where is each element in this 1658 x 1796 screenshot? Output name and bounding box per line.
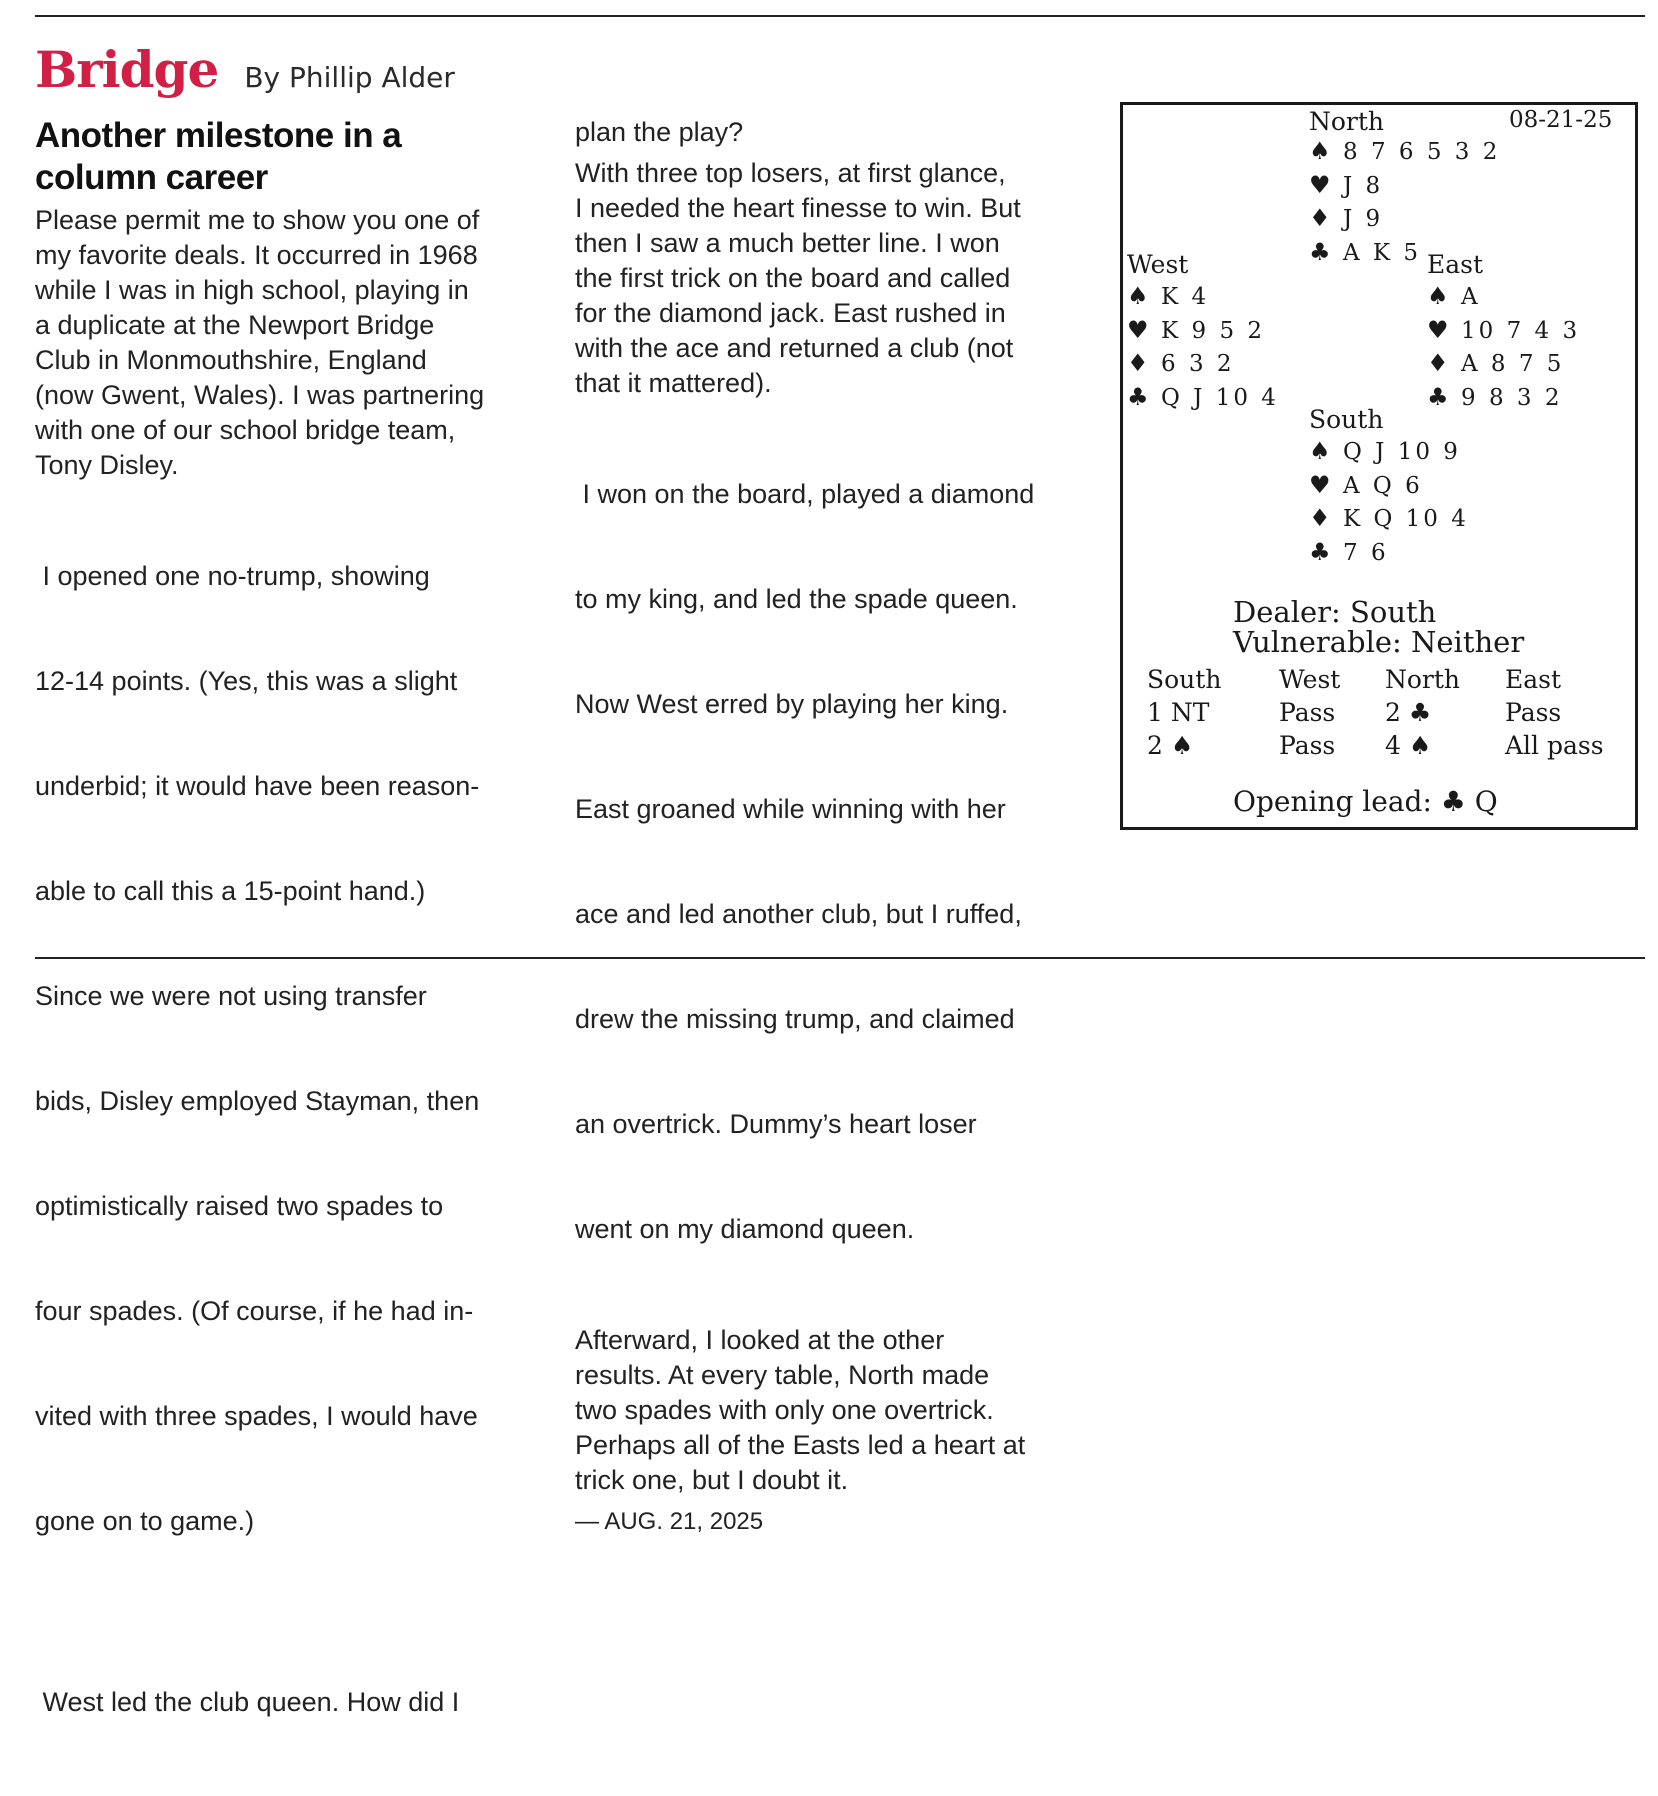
east-hand	[1427, 280, 1580, 414]
bid-cell: Pass	[1505, 698, 1562, 727]
text-line: Since we were not using transfer	[35, 981, 427, 1011]
headline	[35, 115, 555, 199]
west-hand	[1127, 280, 1279, 414]
bottom-rule	[35, 957, 1645, 959]
east-spades: A	[1461, 284, 1481, 310]
north-label: North	[1309, 107, 1385, 136]
paragraph-4	[575, 156, 1095, 401]
dealer-info: Dealer: South	[1233, 595, 1437, 629]
text-line: East groaned while winning with her	[575, 794, 1006, 824]
bid-header-west: West	[1279, 665, 1341, 694]
text-line: then I saw a much better line. I won	[575, 228, 1000, 258]
text-line: West led the club queen. How did I	[35, 1687, 460, 1717]
bid-cell: Pass	[1279, 698, 1336, 727]
text-line: for the diamond jack. East rushed in	[575, 298, 1006, 328]
article-column-1	[35, 115, 555, 1796]
west-hearts: K 9 5 2	[1161, 317, 1266, 344]
text-line: able to call this a 15-point hand.)	[35, 876, 426, 906]
text-line: vited with three spades, I would have	[35, 1401, 478, 1431]
text-line: Tony Disley.	[35, 450, 179, 480]
opening-lead: Opening lead: ♣ Q	[1233, 785, 1498, 818]
bid-header-south: South	[1147, 665, 1222, 694]
club-icon: ♣	[1309, 537, 1331, 566]
text-line: Perhaps all of the Easts led a heart at	[575, 1430, 1026, 1460]
heart-icon: ♥	[1309, 470, 1331, 499]
text-line: that it mattered).	[575, 368, 772, 398]
headline-line: Another milestone in a	[35, 116, 402, 155]
diamond-icon: ♦	[1427, 349, 1449, 377]
text-line: 12-14 points. (Yes, this was a slight	[35, 666, 458, 696]
text-line: bids, Disley employed Stayman, then	[35, 1086, 480, 1116]
heart-icon: ♥	[1309, 170, 1331, 199]
article-column-2	[575, 115, 1095, 1539]
text-line: while I was in high school, playing in	[35, 275, 469, 305]
text-line: I won on the board, played a diamond	[575, 479, 1035, 509]
text-line: with one of our school bridge team,	[35, 415, 456, 445]
column-brand: Bridge	[35, 40, 219, 99]
bid-cell: Pass	[1279, 731, 1336, 760]
bid-cell: All pass	[1505, 731, 1604, 760]
south-hearts: A Q 6	[1343, 472, 1423, 499]
date-code: 08-21-25	[1509, 107, 1613, 133]
text-line: With three top losers, at first glance,	[575, 158, 1006, 188]
north-diamonds: J 9	[1343, 206, 1384, 232]
west-diamonds: 6 3 2	[1161, 351, 1235, 377]
byline: By Phillip Alder	[244, 61, 455, 94]
text-line: trick one, but I doubt it.	[575, 1465, 849, 1495]
paragraph-3-continued	[575, 115, 1095, 150]
text-line: ace and led another club, but I ruffed,	[575, 899, 1022, 929]
spade-icon: ♠	[1309, 137, 1331, 165]
top-rule	[35, 15, 1645, 17]
dateline: — AUG. 21, 2025	[575, 1508, 764, 1535]
text-line: optimistically raised two spades to	[35, 1191, 444, 1221]
bid-header-east: East	[1505, 665, 1562, 694]
text-line: four spades. (Of course, if he had in-	[35, 1296, 474, 1326]
club-icon: ♣	[1127, 382, 1149, 411]
text-line: an overtrick. Dummy’s heart loser	[575, 1109, 977, 1139]
text-line: I opened one no-trump, showing	[35, 561, 430, 591]
spade-icon: ♠	[1127, 282, 1149, 310]
north-hand	[1309, 135, 1500, 269]
heart-icon: ♥	[1427, 315, 1449, 344]
text-line: Afterward, I looked at the other	[575, 1325, 945, 1355]
vulnerability-info: Vulnerable: Neither	[1233, 625, 1525, 659]
paragraph-5	[575, 407, 1095, 1317]
paragraph-3	[35, 1615, 555, 1790]
north-hearts: J 8	[1343, 172, 1384, 199]
east-label: East	[1427, 250, 1484, 279]
bid-cell: 2 ♠	[1147, 731, 1194, 760]
east-diamonds: A 8 7 5	[1461, 351, 1565, 377]
west-spades: K 4	[1161, 284, 1210, 310]
bid-cell: 2 ♣	[1385, 698, 1432, 727]
south-clubs: 7 6	[1343, 539, 1389, 566]
text-line: to my king, and led the spade queen.	[575, 584, 1018, 614]
bid-header-north: North	[1385, 665, 1461, 694]
north-clubs: A K 5	[1343, 239, 1422, 266]
north-spades: 8 7 6 5 3 2	[1343, 139, 1501, 165]
text-line: Now West erred by playing her king.	[575, 689, 1009, 719]
text-line: my favorite deals. It occurred in 1968	[35, 240, 478, 270]
club-icon: ♣	[1309, 237, 1331, 266]
spade-icon: ♠	[1427, 282, 1449, 310]
text-line: gone on to game.)	[35, 1506, 255, 1536]
paragraph-1	[35, 203, 555, 483]
text-line: (now Gwent, Wales). I was partnering	[35, 380, 485, 410]
diamond-icon: ♦	[1309, 504, 1331, 532]
paragraph-2	[35, 489, 555, 1609]
heart-icon: ♥	[1127, 315, 1149, 344]
bid-cell: 4 ♠	[1385, 731, 1432, 760]
spade-icon: ♠	[1309, 437, 1331, 465]
south-hand	[1309, 435, 1469, 569]
text-line: went on my diamond queen.	[575, 1214, 915, 1244]
text-line: with the ace and returned a club (not	[575, 333, 1014, 363]
text-line: the first trick on the board and called	[575, 263, 1011, 293]
bridge-diagram	[1120, 102, 1638, 830]
text-line: results. At every table, North made	[575, 1360, 990, 1390]
bid-cell: 1 NT	[1147, 698, 1210, 727]
diamond-icon: ♦	[1127, 349, 1149, 377]
text-line: drew the missing trump, and claimed	[575, 1004, 1015, 1034]
text-line: Please permit me to show you one of	[35, 205, 480, 235]
paragraph-6	[575, 1323, 1095, 1498]
east-hearts: 10 7 4 3	[1461, 317, 1581, 344]
club-icon: ♣	[1427, 382, 1449, 411]
masthead	[35, 40, 455, 100]
west-clubs: Q J 10 4	[1161, 384, 1279, 411]
headline-line: column career	[35, 158, 268, 197]
diamond-icon: ♦	[1309, 204, 1331, 232]
text-line: Club in Monmouthshire, England	[35, 345, 427, 375]
text-line: underbid; it would have been reason-	[35, 771, 480, 801]
text-line: plan the play?	[575, 117, 744, 147]
south-label: South	[1309, 405, 1384, 434]
east-clubs: 9 8 3 2	[1461, 384, 1563, 411]
south-diamonds: K Q 10 4	[1343, 506, 1469, 532]
text-line: a duplicate at the Newport Bridge	[35, 310, 435, 340]
west-label: West	[1127, 250, 1189, 279]
south-spades: Q J 10 9	[1343, 439, 1461, 465]
text-line: two spades with only one overtrick.	[575, 1395, 994, 1425]
text-line: I needed the heart finesse to win. But	[575, 193, 1021, 223]
